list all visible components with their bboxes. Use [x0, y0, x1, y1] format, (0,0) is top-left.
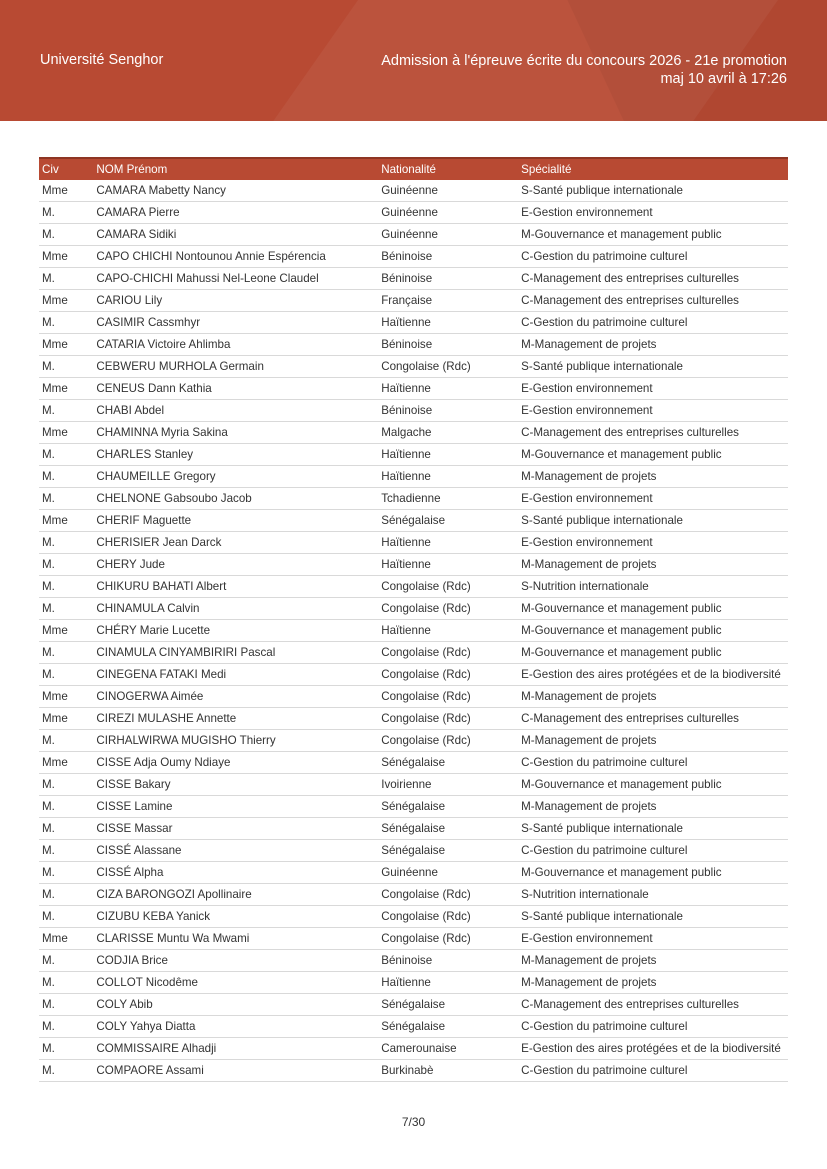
cell-specialty: M-Gouvernance et management public [518, 774, 788, 796]
table-row [39, 246, 788, 268]
cell-nationality: Guinéenne [378, 202, 518, 224]
cell-nationality: Congolaise (Rdc) [378, 356, 518, 378]
document-title: Admission à l'épreuve écrite du concours 2026 - 21e promotion [381, 53, 787, 69]
cell-nationality: Sénégalaise [378, 796, 518, 818]
cell-name: CHAUMEILLE Gregory [93, 466, 378, 488]
table-row [39, 752, 788, 774]
cell-nationality: Ivoirienne [378, 774, 518, 796]
cell-nationality: Congolaise (Rdc) [378, 642, 518, 664]
cell-civ: M. [39, 1060, 93, 1082]
cell-civ: M. [39, 1016, 93, 1038]
table-row [39, 400, 788, 422]
cell-civ: M. [39, 730, 93, 752]
cell-name: CAMARA Mabetty Nancy [93, 180, 378, 202]
cell-specialty: C-Gestion du patrimoine culturel [518, 840, 788, 862]
cell-name: CIREZI MULASHE Annette [93, 708, 378, 730]
cell-civ: M. [39, 444, 93, 466]
cell-specialty: C-Management des entreprises culturelles [518, 290, 788, 312]
table-row [39, 708, 788, 730]
cell-name: CHARLES Stanley [93, 444, 378, 466]
cell-civ: M. [39, 400, 93, 422]
table-body [39, 180, 788, 1082]
cell-nationality: Congolaise (Rdc) [378, 708, 518, 730]
cell-nationality: Congolaise (Rdc) [378, 906, 518, 928]
cell-specialty: M-Management de projets [518, 466, 788, 488]
cell-nationality: Congolaise (Rdc) [378, 884, 518, 906]
cell-name: COLLOT Nicodême [93, 972, 378, 994]
table-header-row [39, 158, 788, 180]
cell-civ: M. [39, 818, 93, 840]
table-row [39, 466, 788, 488]
cell-specialty: M-Gouvernance et management public [518, 620, 788, 642]
cell-name: COMPAORE Assami [93, 1060, 378, 1082]
cell-civ: Mme [39, 290, 93, 312]
cell-specialty: M-Management de projets [518, 334, 788, 356]
update-timestamp: maj 10 avril à 17:26 [660, 71, 787, 87]
cell-specialty: S-Nutrition internationale [518, 884, 788, 906]
table-row [39, 488, 788, 510]
cell-name: CENEUS Dann Kathia [93, 378, 378, 400]
cell-name: CISSE Adja Oumy Ndiaye [93, 752, 378, 774]
table-row [39, 642, 788, 664]
cell-specialty: E-Gestion environnement [518, 400, 788, 422]
cell-specialty: C-Management des entreprises culturelles [518, 994, 788, 1016]
cell-nationality: Burkinabè [378, 1060, 518, 1082]
cell-name: CEBWERU MURHOLA Germain [93, 356, 378, 378]
table-row [39, 510, 788, 532]
table-row [39, 312, 788, 334]
header-right [381, 52, 787, 88]
cell-specialty: E-Gestion des aires protégées et de la biodiversité [518, 664, 788, 686]
table-row [39, 422, 788, 444]
cell-civ: M. [39, 862, 93, 884]
cell-nationality: Haïtienne [378, 532, 518, 554]
cell-name: CAPO CHICHI Nontounou Annie Espérencia [93, 246, 378, 268]
column-header-name: NOM Prénom [93, 158, 378, 180]
cell-civ: Mme [39, 510, 93, 532]
cell-name: CISSE Bakary [93, 774, 378, 796]
cell-specialty: C-Management des entreprises culturelles [518, 708, 788, 730]
table-row [39, 268, 788, 290]
cell-civ: Mme [39, 246, 93, 268]
cell-nationality: Haïtienne [378, 620, 518, 642]
cell-specialty: E-Gestion environnement [518, 532, 788, 554]
cell-nationality: Sénégalaise [378, 840, 518, 862]
table-row [39, 356, 788, 378]
cell-specialty: S-Santé publique internationale [518, 180, 788, 202]
cell-name: CIZUBU KEBA Yanick [93, 906, 378, 928]
cell-specialty: M-Management de projets [518, 950, 788, 972]
cell-nationality: Haïtienne [378, 378, 518, 400]
table-row [39, 224, 788, 246]
cell-name: CODJIA Brice [93, 950, 378, 972]
page-header [0, 0, 827, 121]
cell-name: COLY Abib [93, 994, 378, 1016]
cell-name: CHERISIER Jean Darck [93, 532, 378, 554]
cell-name: CIRHALWIRWA MUGISHO Thierry [93, 730, 378, 752]
table-row [39, 994, 788, 1016]
cell-specialty: M-Gouvernance et management public [518, 862, 788, 884]
table-row [39, 774, 788, 796]
cell-specialty: C-Management des entreprises culturelles [518, 422, 788, 444]
cell-name: CHERIF Maguette [93, 510, 378, 532]
cell-civ: M. [39, 884, 93, 906]
cell-specialty: M-Gouvernance et management public [518, 224, 788, 246]
admission-table [39, 157, 788, 1082]
cell-civ: Mme [39, 752, 93, 774]
cell-civ: M. [39, 906, 93, 928]
cell-nationality: Béninoise [378, 334, 518, 356]
cell-nationality: Tchadienne [378, 488, 518, 510]
cell-specialty: S-Santé publique internationale [518, 818, 788, 840]
table-row [39, 598, 788, 620]
cell-nationality: Congolaise (Rdc) [378, 576, 518, 598]
cell-specialty: M-Management de projets [518, 686, 788, 708]
cell-nationality: Congolaise (Rdc) [378, 664, 518, 686]
table-row [39, 862, 788, 884]
cell-nationality: Béninoise [378, 268, 518, 290]
cell-name: CINOGERWA Aimée [93, 686, 378, 708]
table-row [39, 180, 788, 202]
cell-civ: M. [39, 576, 93, 598]
cell-name: COLY Yahya Diatta [93, 1016, 378, 1038]
cell-civ: M. [39, 642, 93, 664]
table-row [39, 620, 788, 642]
cell-specialty: C-Gestion du patrimoine culturel [518, 246, 788, 268]
cell-civ: M. [39, 774, 93, 796]
cell-civ: M. [39, 554, 93, 576]
cell-nationality: Malgache [378, 422, 518, 444]
cell-civ: Mme [39, 180, 93, 202]
cell-name: CISSE Lamine [93, 796, 378, 818]
cell-nationality: Sénégalaise [378, 818, 518, 840]
table-row [39, 928, 788, 950]
cell-specialty: E-Gestion environnement [518, 928, 788, 950]
page-number: 7/30 [401, 1115, 426, 1129]
cell-nationality: Guinéenne [378, 862, 518, 884]
cell-civ: M. [39, 312, 93, 334]
cell-civ: M. [39, 1038, 93, 1060]
table-row [39, 840, 788, 862]
cell-specialty: M-Management de projets [518, 554, 788, 576]
column-header-nationality: Nationalité [378, 158, 518, 180]
cell-civ: M. [39, 202, 93, 224]
cell-name: CHERY Jude [93, 554, 378, 576]
cell-specialty: C-Management des entreprises culturelles [518, 268, 788, 290]
table-row [39, 1060, 788, 1082]
cell-name: CISSE Massar [93, 818, 378, 840]
table-row [39, 686, 788, 708]
cell-civ: Mme [39, 686, 93, 708]
cell-nationality: Sénégalaise [378, 994, 518, 1016]
cell-nationality: Haïtienne [378, 444, 518, 466]
table-row [39, 1016, 788, 1038]
cell-name: CAMARA Sidiki [93, 224, 378, 246]
cell-name: CHELNONE Gabsoubo Jacob [93, 488, 378, 510]
cell-name: CISSÉ Alpha [93, 862, 378, 884]
table-row [39, 532, 788, 554]
cell-nationality: Béninoise [378, 400, 518, 422]
table-row [39, 730, 788, 752]
cell-specialty: C-Gestion du patrimoine culturel [518, 1060, 788, 1082]
cell-specialty: E-Gestion environnement [518, 488, 788, 510]
table-row [39, 576, 788, 598]
cell-specialty: S-Santé publique internationale [518, 356, 788, 378]
cell-nationality: Guinéenne [378, 224, 518, 246]
table-row [39, 554, 788, 576]
cell-specialty: E-Gestion des aires protégées et de la biodiversité [518, 1038, 788, 1060]
table-row [39, 950, 788, 972]
cell-name: CINEGENA FATAKI Medi [93, 664, 378, 686]
cell-specialty: M-Gouvernance et management public [518, 642, 788, 664]
cell-nationality: Congolaise (Rdc) [378, 686, 518, 708]
cell-civ: M. [39, 950, 93, 972]
table-row [39, 202, 788, 224]
table-row [39, 664, 788, 686]
cell-civ: Mme [39, 708, 93, 730]
cell-specialty: M-Gouvernance et management public [518, 444, 788, 466]
cell-specialty: C-Gestion du patrimoine culturel [518, 312, 788, 334]
cell-nationality: Guinéenne [378, 180, 518, 202]
table-row [39, 884, 788, 906]
cell-name: CHINAMULA Calvin [93, 598, 378, 620]
cell-specialty: S-Santé publique internationale [518, 510, 788, 532]
cell-specialty: M-Management de projets [518, 730, 788, 752]
table-row [39, 444, 788, 466]
cell-name: COMMISSAIRE Alhadji [93, 1038, 378, 1060]
cell-specialty: S-Santé publique internationale [518, 906, 788, 928]
cell-nationality: Congolaise (Rdc) [378, 928, 518, 950]
cell-civ: Mme [39, 928, 93, 950]
column-header-civ: Civ [39, 158, 93, 180]
cell-nationality: Haïtienne [378, 466, 518, 488]
cell-name: CINAMULA CINYAMBIRIRI Pascal [93, 642, 378, 664]
table-row [39, 290, 788, 312]
cell-civ: Mme [39, 334, 93, 356]
cell-civ: M. [39, 356, 93, 378]
cell-specialty: E-Gestion environnement [518, 202, 788, 224]
cell-civ: Mme [39, 620, 93, 642]
cell-civ: M. [39, 840, 93, 862]
table-row [39, 1038, 788, 1060]
cell-nationality: Haïtienne [378, 972, 518, 994]
cell-nationality: Française [378, 290, 518, 312]
cell-name: CAPO-CHICHI Mahussi Nel-Leone Claudel [93, 268, 378, 290]
cell-nationality: Sénégalaise [378, 752, 518, 774]
table-row [39, 906, 788, 928]
cell-nationality: Haïtienne [378, 554, 518, 576]
cell-specialty: C-Gestion du patrimoine culturel [518, 752, 788, 774]
table-row [39, 334, 788, 356]
cell-nationality: Béninoise [378, 246, 518, 268]
cell-name: CHABI Abdel [93, 400, 378, 422]
cell-nationality: Béninoise [378, 950, 518, 972]
table-row [39, 796, 788, 818]
cell-civ: M. [39, 268, 93, 290]
cell-nationality: Congolaise (Rdc) [378, 730, 518, 752]
cell-name: CATARIA Victoire Ahlimba [93, 334, 378, 356]
cell-name: CAMARA Pierre [93, 202, 378, 224]
table-row [39, 378, 788, 400]
cell-name: CHÉRY Marie Lucette [93, 620, 378, 642]
table-row [39, 972, 788, 994]
cell-specialty: M-Gouvernance et management public [518, 598, 788, 620]
cell-civ: Mme [39, 422, 93, 444]
cell-nationality: Sénégalaise [378, 1016, 518, 1038]
cell-civ: M. [39, 994, 93, 1016]
cell-civ: M. [39, 532, 93, 554]
cell-civ: M. [39, 664, 93, 686]
cell-civ: M. [39, 972, 93, 994]
cell-name: CHAMINNA Myria Sakina [93, 422, 378, 444]
cell-name: CARIOU Lily [93, 290, 378, 312]
cell-civ: M. [39, 466, 93, 488]
cell-name: CASIMIR Cassmhyr [93, 312, 378, 334]
cell-specialty: C-Gestion du patrimoine culturel [518, 1016, 788, 1038]
cell-nationality: Congolaise (Rdc) [378, 598, 518, 620]
cell-civ: M. [39, 224, 93, 246]
cell-civ: M. [39, 796, 93, 818]
cell-name: CIZA BARONGOZI Apollinaire [93, 884, 378, 906]
org-name: Université Senghor [40, 52, 164, 68]
cell-specialty: M-Management de projets [518, 972, 788, 994]
cell-specialty: M-Management de projets [518, 796, 788, 818]
cell-name: CISSÉ Alassane [93, 840, 378, 862]
cell-nationality: Sénégalaise [378, 510, 518, 532]
table-row [39, 818, 788, 840]
cell-civ: Mme [39, 378, 93, 400]
cell-specialty: S-Nutrition internationale [518, 576, 788, 598]
cell-name: CLARISSE Muntu Wa Mwami [93, 928, 378, 950]
cell-nationality: Camerounaise [378, 1038, 518, 1060]
cell-specialty: E-Gestion environnement [518, 378, 788, 400]
cell-name: CHIKURU BAHATI Albert [93, 576, 378, 598]
column-header-specialty: Spécialité [518, 158, 788, 180]
cell-civ: M. [39, 598, 93, 620]
cell-civ: M. [39, 488, 93, 510]
cell-nationality: Haïtienne [378, 312, 518, 334]
